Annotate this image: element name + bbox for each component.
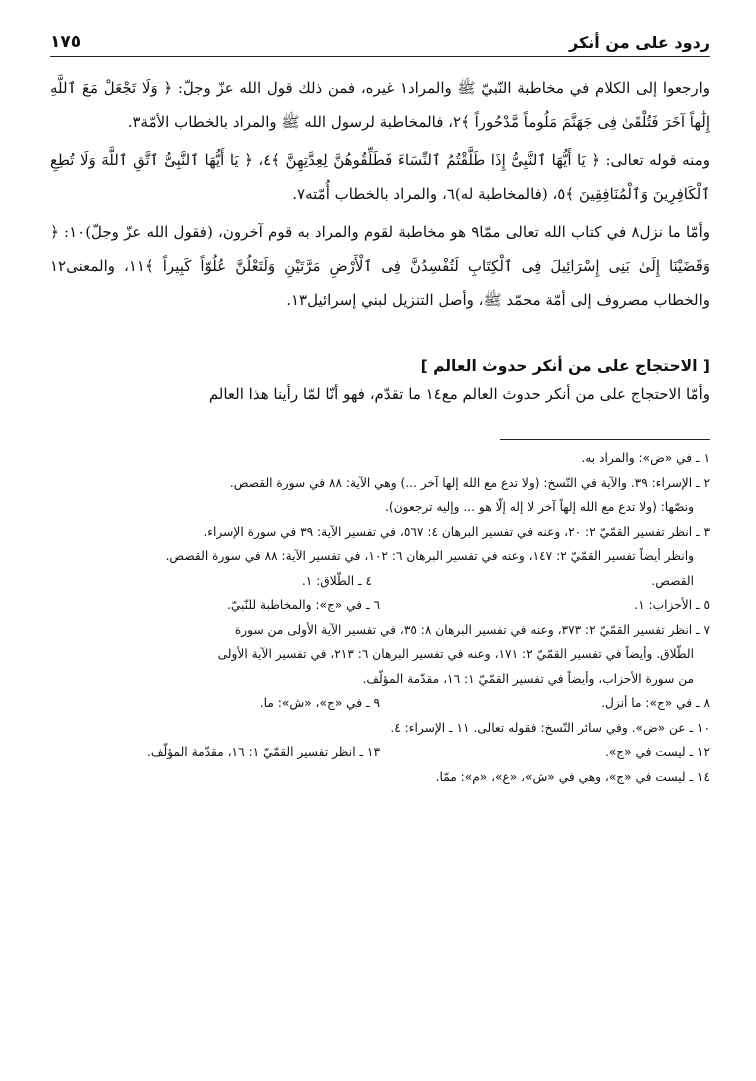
page-number: ١٧٥ (50, 32, 82, 52)
footnote-6: ٦ ـ في «ج»: والمخاطبة للنّبيّ. (226, 598, 380, 612)
footnote-row (50, 691, 710, 716)
footnote-3-cont: وانظر أيضاً تفسير القمّيّ ٢: ١٤٧، وعنه في تفسير البرهان ٦: ١٠٢، في تفسير الآية: ٨٨ في سورة القصص. (165, 549, 694, 563)
footnote-8: ٨ ـ في «ج»: ما أنزل. (601, 696, 710, 710)
footnote-3-tail: القصص. (651, 573, 694, 588)
footnote-7-cont: الطّلاق. وأيضاً في تفسير القمّيّ ٢: ١٧١، وعنه في تفسير البرهان ٦: ٢١٣، في تفسير الآية الأولى (217, 647, 694, 661)
section-heading: [ الاحتجاج على من أنكر حدوث العالم ] (420, 357, 710, 375)
paragraph-1: وارجعوا إلى الكلام في مخاطبة النّبيّ ﷺ والمراد١ غيره، فمن ذلك قول الله عزّ وجلّ: ﴿ وَلَا تَجْعَلْ مَعَ ٱللَّهِ إِلَٰهاً آخَرَ فَتُلْقَىٰ فِى جَهَنَّمَ مَلُوماً مَّدْحُوراً ﴾٢، فالمخاطبة لرسول الله ﷺ والمراد بالخطاب الأمّة٣. (50, 79, 710, 131)
footnote-9: ٩ ـ في «ج»، «ش»: ما. (259, 696, 380, 710)
footnote-row (50, 569, 710, 594)
footnotes (50, 446, 710, 789)
footnote-divider (500, 439, 710, 440)
footnote-row (50, 593, 710, 618)
paragraph-3: وأمّا ما نزل٨ في كتاب الله تعالى ممّا٩ هو مخاطبة لقوم والمراد به قوم آخرون، (فقول الله عزّ وجلّ)١٠: ﴿ وَقَضَيْنَا إِلَىٰ بَنِى إِسْرَائِيلَ فِى ٱلْكِتَابِ لَتُفْسِدُنَّ فِى ٱلْأَرْضِ مَرَّتَيْنِ وَلَتَعْلُنَّ عُلُوّاً كَبِيراً ﴾١١، والمعنى١٢ والخطاب مصروف إلى أمّة محمّد ﷺ، وأصل التنزيل لبني إسرائيل١٣. (50, 223, 711, 309)
footnote-3: ٣ ـ انظر تفسير القمّيّ ٢: ٢٠، وعنه في تفسير البرهان ٤: ٥٦٧، في تفسير الآية: ٣٩ في سورة الإسراء. (203, 524, 710, 539)
footnote-2: ٢ ـ الإسراء: ٣٩. والآية في النّسخ: (ولا تدع مع الله إلها آخر ...) وهي الآية: ٨٨ في سورة القصص. (229, 475, 710, 490)
main-text (50, 71, 710, 317)
section-paragraph: وأمّا الاحتجاج على من أنكر حدوث العالم مع١٤ ما تقدّم، فهو أنّا لمّا رأينا هذا العالم (208, 385, 710, 403)
footnote-7-cont: من سورة الأحزاب، وأيضاً في تفسير القمّيّ ١: ١٦، مقدّمة المؤلّف. (362, 671, 694, 686)
footnote-2-cont: ونصّها: (ولا تدع مع الله إلهاً آخر لا إله إلّا هو ... وإليه ترجعون). (385, 500, 694, 514)
footnote-12: ١٢ ـ ليست في «ج». (604, 745, 710, 759)
page-header (50, 30, 710, 57)
footnote-4: ٤ ـ الطّلاق: ١. (301, 573, 372, 588)
footnote-14: ١٤ ـ ليست في «ج»، وهي في «ش»، «ع»، «م»: ممّا. (435, 769, 710, 784)
footnote-13: ١٣ ـ انظر تفسير القمّيّ ١: ١٦، مقدّمة المؤلّف. (147, 745, 380, 759)
footnote-1: ١ ـ في «ض»: والمراد به. (581, 451, 710, 465)
footnote-7: ٧ ـ انظر تفسير القمّيّ ٢: ٣٧٣، وعنه في تفسير البرهان ٨: ٣٥، في تفسير الآية الأولى من سورة (234, 622, 710, 637)
footnote-5: ٥ ـ الأحزاب: ١. (634, 598, 710, 612)
paragraph-2: ومنه قوله تعالى: ﴿ يَا أَيُّهَا ٱلنَّبِىُّ إِذَا طَلَّقْتُمُ ٱلنِّسَاءَ فَطَلِّقُوهُنَّ لِعِدَّتِهِنَّ ﴾٤، ﴿ يَا أَيُّهَا ٱلنَّبِىُّ ٱتَّقِ ٱللَّهَ وَلَا تُطِعِ ٱلْكَافِرِينَ وَٱلْمُنَافِقِينَ ﴾٥، (فالمخاطبة له)٦، والمراد بالخطاب أُمّته٧. (50, 151, 710, 203)
running-title: ردود على من أنكر (569, 33, 710, 52)
footnote-10-11: ١٠ ـ عن «ض». وفي سائر النّسخ: فقوله تعالى. ١١ ـ الإسراء: ٤. (390, 720, 710, 735)
footnote-row (50, 740, 710, 765)
book-page (50, 30, 710, 789)
